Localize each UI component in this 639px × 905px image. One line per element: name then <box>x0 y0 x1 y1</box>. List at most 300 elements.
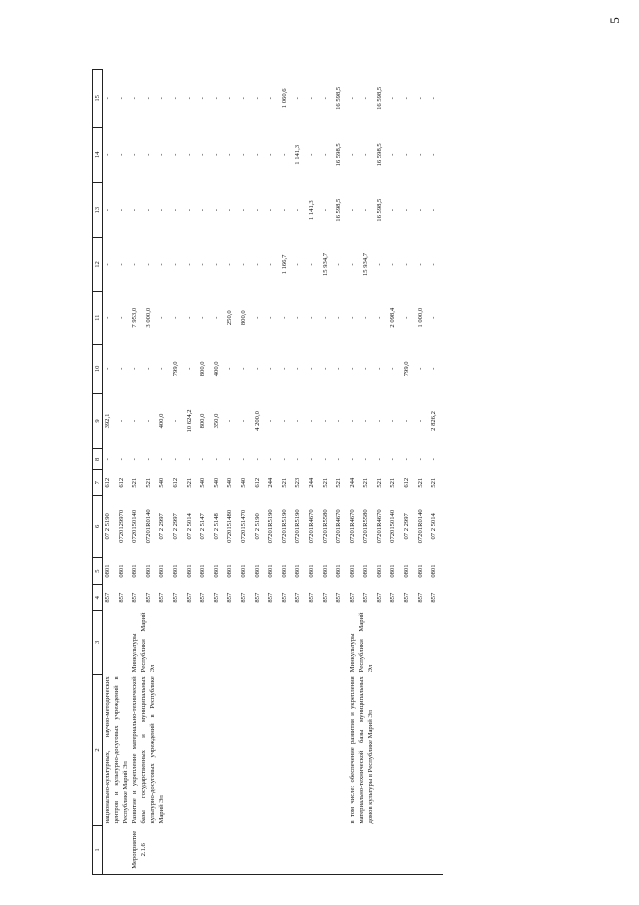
year-col13-cell: - <box>171 209 179 212</box>
chapter-cell: 857 <box>158 592 166 603</box>
year-col15-cell: - <box>294 97 302 100</box>
year-col15-cell: - <box>403 97 411 100</box>
year-col11-cell: 800,0 <box>239 310 247 326</box>
year-col8-cell: - <box>171 458 179 461</box>
year-col10-cell: - <box>144 367 152 370</box>
expense-type-cell: 612 <box>253 477 261 488</box>
year-col8-cell: - <box>280 458 288 461</box>
col-header-8: 8 <box>93 449 103 470</box>
year-col11-cell: - <box>362 316 370 319</box>
year-col14-cell: - <box>171 153 179 156</box>
year-col15-cell: - <box>321 97 329 100</box>
year-col12-cell: - <box>239 263 247 266</box>
year-col10-cell: - <box>226 367 234 370</box>
target-article-cell: 07201R5190 <box>294 509 302 544</box>
target-article-cell: 07 2 5147 <box>199 513 207 540</box>
responsible-cell <box>103 610 131 674</box>
year-col14-cell: - <box>104 153 111 156</box>
year-col14-cell: - <box>307 153 315 156</box>
year-col14-cell: - <box>226 153 234 156</box>
year-col11-cell: - <box>104 316 111 319</box>
year-col9-cell: - <box>131 419 139 423</box>
year-col10-cell: 799,0 <box>171 361 179 377</box>
chapter-cell: 857 <box>430 592 438 603</box>
year-col12-cell: 15 934,7 <box>321 252 329 277</box>
year-col12-cell: 15 934,7 <box>362 252 370 277</box>
year-col15-cell: - <box>416 97 424 100</box>
year-col14-cell: - <box>199 153 207 156</box>
section-cell: 0801 <box>171 564 179 578</box>
year-col9-cell: 4 200,0 <box>253 411 261 431</box>
year-col8-cell: - <box>335 458 343 461</box>
event-cell: Мероприятие 2.1.6 <box>130 826 348 875</box>
year-col9-cell: - <box>239 419 247 423</box>
section-cell: 0801 <box>226 564 234 578</box>
target-article-cell: 07201R5190 <box>267 509 275 544</box>
year-col12-cell: - <box>226 263 234 266</box>
year-col12-cell: - <box>389 263 397 266</box>
year-col15-cell: 16 598,5 <box>375 86 383 110</box>
year-col10-cell: - <box>375 367 383 370</box>
year-col13-cell: - <box>239 209 247 212</box>
chapter-cell: 857 <box>416 592 424 603</box>
year-col12-cell: - <box>348 263 356 266</box>
target-article-cell: 0720151480 <box>226 509 234 543</box>
year-col9-cell: - <box>117 419 125 423</box>
year-col14-cell: - <box>430 153 438 156</box>
year-col14-cell: - <box>321 153 329 156</box>
year-col12-cell: - <box>267 263 275 266</box>
year-col12-cell: - <box>416 263 424 266</box>
year-col14-cell: - <box>239 153 247 156</box>
target-article-cell: 07201R4670 <box>335 509 343 544</box>
target-article-cell: 07201R5580 <box>321 509 329 544</box>
year-col10-cell: - <box>335 367 343 370</box>
year-col13-cell: - <box>430 209 438 212</box>
year-col13-cell: - <box>185 209 193 212</box>
year-col12-cell: - <box>199 263 207 266</box>
year-col11-cell: - <box>280 316 288 319</box>
section-cell: 0801 <box>307 564 315 578</box>
col-header-7: 7 <box>93 470 103 496</box>
section-cell: 0801 <box>104 564 111 578</box>
year-col13-cell: - <box>362 209 370 212</box>
year-col13-cell: 16 598,5 <box>335 198 343 222</box>
year-col14-cell: - <box>389 153 397 156</box>
table-row <box>103 70 117 875</box>
year-col13-cell: - <box>267 209 275 212</box>
section-cell: 0801 <box>362 564 370 578</box>
section-cell: 0801 <box>131 564 139 578</box>
year-col13-cell: - <box>158 209 166 212</box>
year-col9-cell: 400,0 <box>158 413 166 429</box>
chapter-cell: 857 <box>226 592 234 603</box>
year-col8-cell: - <box>307 458 315 461</box>
year-col8-cell: - <box>104 458 111 461</box>
chapter-cell: 857 <box>389 592 397 603</box>
year-col12-cell: - <box>144 263 152 266</box>
col-header-6: 6 <box>93 495 103 557</box>
section-cell: 0801 <box>144 564 152 578</box>
year-col12-cell: - <box>212 263 220 266</box>
year-col11-cell: - <box>185 316 193 319</box>
page-number: 5 <box>606 17 622 24</box>
year-col13-cell: - <box>226 209 234 212</box>
year-col13-cell: - <box>321 209 329 212</box>
year-col9-cell: - <box>171 419 179 423</box>
year-col10-cell: - <box>104 367 111 370</box>
year-col12-cell: - <box>430 263 438 266</box>
year-col11-cell: - <box>403 316 411 319</box>
year-col13-cell: - <box>253 209 261 212</box>
chapter-cell: 857 <box>212 592 220 603</box>
year-col11-cell: - <box>307 316 315 319</box>
year-col9-cell: 350,0 <box>212 413 220 429</box>
budget-table <box>92 69 443 875</box>
year-col10-cell: - <box>267 367 275 370</box>
year-col9-cell: - <box>294 419 302 423</box>
year-col13-cell: - <box>104 209 111 212</box>
col-header-3: 3 <box>93 610 103 674</box>
year-col11-cell: - <box>199 316 207 319</box>
year-col10-cell: - <box>348 367 356 370</box>
year-col9-cell: 10 624,2 <box>185 409 193 433</box>
col-header-14: 14 <box>93 127 103 182</box>
year-col15-cell: - <box>199 97 207 100</box>
year-col15-cell: - <box>307 97 315 100</box>
col-header-10: 10 <box>93 344 103 393</box>
section-cell: 0801 <box>239 564 247 578</box>
expense-type-cell: 521 <box>362 477 370 488</box>
target-article-cell: 07 2 2997 <box>158 513 166 540</box>
chapter-cell: 857 <box>403 592 411 603</box>
expense-type-cell: 521 <box>185 477 193 488</box>
year-col14-cell: - <box>348 153 356 156</box>
target-article-cell: 07 2 2997 <box>171 513 179 540</box>
year-col12-cell: - <box>253 263 261 266</box>
chapter-cell: 857 <box>253 592 261 603</box>
chapter-cell: 857 <box>362 592 370 603</box>
col-header-12: 12 <box>93 238 103 291</box>
table-row <box>130 70 144 875</box>
expense-type-cell: 244 <box>307 477 315 488</box>
description-cell: национально-культурных, научно-методических центров и культурно-досуговых учреждений в Республике Марий Эл <box>104 676 129 824</box>
year-col15-cell: - <box>158 97 166 100</box>
year-col12-cell: - <box>375 263 383 266</box>
header-row <box>93 70 103 875</box>
year-col15-cell: - <box>348 97 356 100</box>
chapter-cell: 857 <box>144 592 152 603</box>
table-row <box>348 70 362 875</box>
expense-type-cell: 523 <box>294 477 302 488</box>
year-col8-cell: - <box>117 458 125 461</box>
year-col13-cell: - <box>117 209 125 212</box>
year-col11-cell: 1 000,0 <box>416 307 424 328</box>
year-col13-cell: 16 598,5 <box>375 198 383 222</box>
year-col10-cell: - <box>158 367 166 370</box>
chapter-cell: 857 <box>294 592 302 603</box>
year-col15-cell: - <box>253 97 261 100</box>
expense-type-cell: 521 <box>375 477 383 488</box>
chapter-cell: 857 <box>335 592 343 603</box>
year-col15-cell: - <box>267 97 275 100</box>
section-cell: 0801 <box>158 564 166 578</box>
year-col14-cell: - <box>144 153 152 156</box>
year-col10-cell: - <box>321 367 329 370</box>
expense-type-cell: 521 <box>131 477 139 488</box>
year-col13-cell: - <box>131 209 139 212</box>
section-cell: 0801 <box>212 564 220 578</box>
expense-type-cell: 521 <box>321 477 329 488</box>
year-col8-cell: - <box>430 458 438 461</box>
chapter-cell: 857 <box>321 592 329 603</box>
year-col14-cell: - <box>212 153 220 156</box>
section-cell: 0801 <box>117 564 125 578</box>
chapter-cell: 857 <box>280 592 288 603</box>
year-col12-cell: - <box>131 263 139 266</box>
year-col10-cell: - <box>307 367 315 370</box>
year-col14-cell: 16 598,5 <box>375 143 383 167</box>
year-col12-cell: - <box>117 263 125 266</box>
chapter-cell: 857 <box>267 592 275 603</box>
year-col10-cell: - <box>253 367 261 370</box>
chapter-cell: 857 <box>199 592 207 603</box>
expense-type-cell: 521 <box>144 477 152 488</box>
target-article-cell: 07 2 5148 <box>212 513 220 540</box>
year-col11-cell: 7 953,0 <box>131 307 139 328</box>
year-col8-cell: - <box>389 458 397 461</box>
year-col12-cell: 1 166,7 <box>280 254 288 275</box>
expense-type-cell: 244 <box>348 477 356 488</box>
year-col11-cell: 3 000,0 <box>144 307 152 328</box>
year-col15-cell: 16 598,5 <box>335 86 343 110</box>
section-cell: 0801 <box>267 564 275 578</box>
col-header-5: 5 <box>93 557 103 585</box>
expense-type-cell: 521 <box>416 477 424 488</box>
year-col10-cell: - <box>280 367 288 370</box>
year-col9-cell: - <box>307 419 315 423</box>
year-col13-cell: 1 141,3 <box>307 200 315 221</box>
chapter-cell: 857 <box>348 592 356 603</box>
year-col11-cell: - <box>348 316 356 319</box>
year-col9-cell: - <box>403 419 411 423</box>
year-col8-cell: - <box>185 458 193 461</box>
year-col10-cell: - <box>294 367 302 370</box>
responsible-cell: Минкультуры Республики Марий Эл <box>348 612 374 673</box>
target-article-cell: 07201R4670 <box>375 509 383 544</box>
year-col14-cell: - <box>131 153 139 156</box>
year-col8-cell: - <box>144 458 152 461</box>
year-col12-cell: - <box>335 263 343 266</box>
year-col8-cell: - <box>212 458 220 461</box>
year-col8-cell: - <box>131 458 139 461</box>
col-header-13: 13 <box>93 183 103 238</box>
chapter-cell: 857 <box>239 592 247 603</box>
year-col11-cell: - <box>375 316 383 319</box>
chapter-cell: 857 <box>171 592 179 603</box>
target-article-cell: 0720129970 <box>117 509 125 543</box>
year-col12-cell: - <box>403 263 411 266</box>
year-col10-cell: - <box>185 367 193 370</box>
year-col15-cell: 1 060,6 <box>280 88 288 109</box>
expense-type-cell: 244 <box>267 477 275 488</box>
chapter-cell: 857 <box>104 592 111 603</box>
year-col13-cell: - <box>416 209 424 212</box>
event-cell <box>103 826 131 875</box>
target-article-cell: 07201R0140 <box>144 509 152 544</box>
chapter-cell: 857 <box>185 592 193 603</box>
year-col11-cell: - <box>212 316 220 319</box>
year-col15-cell: - <box>117 97 125 100</box>
year-col10-cell: - <box>117 367 125 370</box>
description-cell: Развитие и укрепление материально-технической базы государственных и муниципальных культурно-досуговых учреждений в Республике Марий Эл <box>131 676 166 824</box>
year-col9-cell: - <box>416 419 424 423</box>
year-col9-cell: - <box>226 419 234 423</box>
section-cell: 0801 <box>389 564 397 578</box>
chapter-cell: 857 <box>375 592 383 603</box>
target-article-cell: 07 2 5190 <box>253 513 261 540</box>
year-col15-cell: - <box>239 97 247 100</box>
expense-type-cell: 540 <box>212 477 220 488</box>
expense-type-cell: 540 <box>239 477 247 488</box>
year-col8-cell: - <box>267 458 275 461</box>
col-header-4: 4 <box>93 585 103 611</box>
year-col10-cell: 799,0 <box>403 361 411 377</box>
year-col11-cell: - <box>158 316 166 319</box>
year-col12-cell: - <box>171 263 179 266</box>
year-col8-cell: - <box>348 458 356 461</box>
expense-type-cell: 521 <box>335 477 343 488</box>
year-col8-cell: - <box>321 458 329 461</box>
year-col8-cell: - <box>362 458 370 461</box>
year-col14-cell: - <box>362 153 370 156</box>
section-cell: 0801 <box>375 564 383 578</box>
year-col11-cell: - <box>335 316 343 319</box>
year-col15-cell: - <box>430 97 438 100</box>
year-col9-cell: - <box>335 419 343 423</box>
year-col15-cell: - <box>104 97 111 100</box>
year-col10-cell: - <box>362 367 370 370</box>
expense-type-cell: 612 <box>117 477 125 488</box>
table-body <box>103 70 443 875</box>
target-article-cell: 07 2 5014 <box>430 513 438 540</box>
year-col10-cell: - <box>131 367 139 370</box>
year-col14-cell: - <box>267 153 275 156</box>
section-cell: 0801 <box>335 564 343 578</box>
year-col14-cell: - <box>403 153 411 156</box>
col-header-1: 1 <box>93 826 103 875</box>
target-article-cell: 07201R5580 <box>362 509 370 544</box>
year-col15-cell: - <box>131 97 139 100</box>
year-col9-cell: - <box>375 419 383 423</box>
year-col8-cell: - <box>403 458 411 461</box>
expense-type-cell: 612 <box>171 477 179 488</box>
year-col13-cell: - <box>280 209 288 212</box>
expense-type-cell: 521 <box>430 477 438 488</box>
year-col9-cell: - <box>144 419 152 423</box>
target-article-cell: 07201R0140 <box>416 509 424 544</box>
expense-type-cell: 521 <box>280 477 288 488</box>
target-article-cell: 07201R4670 <box>348 509 356 544</box>
expense-type-cell: 540 <box>158 477 166 488</box>
year-col15-cell: - <box>144 97 152 100</box>
year-col9-cell: 800,0 <box>199 413 207 429</box>
year-col14-cell: - <box>280 153 288 156</box>
year-col14-cell: - <box>185 153 193 156</box>
year-col11-cell: - <box>171 316 179 319</box>
chapter-cell: 857 <box>131 592 139 603</box>
year-col9-cell: - <box>389 419 397 423</box>
year-col8-cell: - <box>158 458 166 461</box>
section-cell: 0801 <box>294 564 302 578</box>
year-col9-cell: - <box>362 419 370 423</box>
section-cell: 0801 <box>348 564 356 578</box>
responsible-cell: Минкультуры Республики Марий Эл <box>131 612 157 673</box>
year-col10-cell: - <box>430 367 438 370</box>
year-col14-cell: 16 598,5 <box>335 143 343 167</box>
section-cell: 0801 <box>185 564 193 578</box>
year-col13-cell: - <box>389 209 397 212</box>
year-col13-cell: - <box>144 209 152 212</box>
year-col15-cell: - <box>185 97 193 100</box>
section-cell: 0801 <box>321 564 329 578</box>
year-col13-cell: - <box>348 209 356 212</box>
year-col9-cell: - <box>348 419 356 423</box>
year-col13-cell: - <box>403 209 411 212</box>
year-col14-cell: - <box>253 153 261 156</box>
year-col10-cell: - <box>389 367 397 370</box>
expense-type-cell: 612 <box>403 477 411 488</box>
year-col13-cell: - <box>199 209 207 212</box>
year-col14-cell: 1 141,3 <box>294 144 302 165</box>
year-col8-cell: - <box>294 458 302 461</box>
year-col15-cell: - <box>362 97 370 100</box>
year-col11-cell: - <box>267 316 275 319</box>
year-col11-cell: 2 098,4 <box>389 307 397 328</box>
year-col12-cell: - <box>104 263 111 266</box>
year-col13-cell: - <box>212 209 220 212</box>
section-cell: 0801 <box>430 564 438 578</box>
section-cell: 0801 <box>199 564 207 578</box>
description-cell: в том числе: обеспечение развития и укрепления материально-технической базы муниципальных домов культуры в Республике Марий Эл <box>348 676 374 824</box>
year-col8-cell: - <box>239 458 247 461</box>
year-col15-cell: - <box>171 97 179 100</box>
target-article-cell: 0720150140 <box>389 509 397 543</box>
year-col8-cell: - <box>375 458 383 461</box>
year-col12-cell: - <box>307 263 315 266</box>
year-col14-cell: - <box>117 153 125 156</box>
section-cell: 0801 <box>280 564 288 578</box>
rotated-budget-table-wrapper <box>92 69 626 875</box>
year-col10-cell: - <box>416 367 424 370</box>
year-col11-cell: - <box>253 316 261 319</box>
expense-type-cell: 612 <box>104 477 111 488</box>
year-col9-cell: - <box>267 419 275 423</box>
year-col9-cell: - <box>280 419 288 423</box>
target-article-cell: 0720151470 <box>239 509 247 543</box>
year-col8-cell: - <box>226 458 234 461</box>
year-col12-cell: - <box>185 263 193 266</box>
year-col9-cell: - <box>321 419 329 423</box>
year-col12-cell: - <box>294 263 302 266</box>
event-cell <box>348 826 443 875</box>
chapter-cell: 857 <box>117 592 125 603</box>
year-col15-cell: - <box>389 97 397 100</box>
year-col11-cell: - <box>117 316 125 319</box>
expense-type-cell: 540 <box>226 477 234 488</box>
year-col10-cell: - <box>239 367 247 370</box>
target-article-cell: 0720150140 <box>131 509 139 543</box>
